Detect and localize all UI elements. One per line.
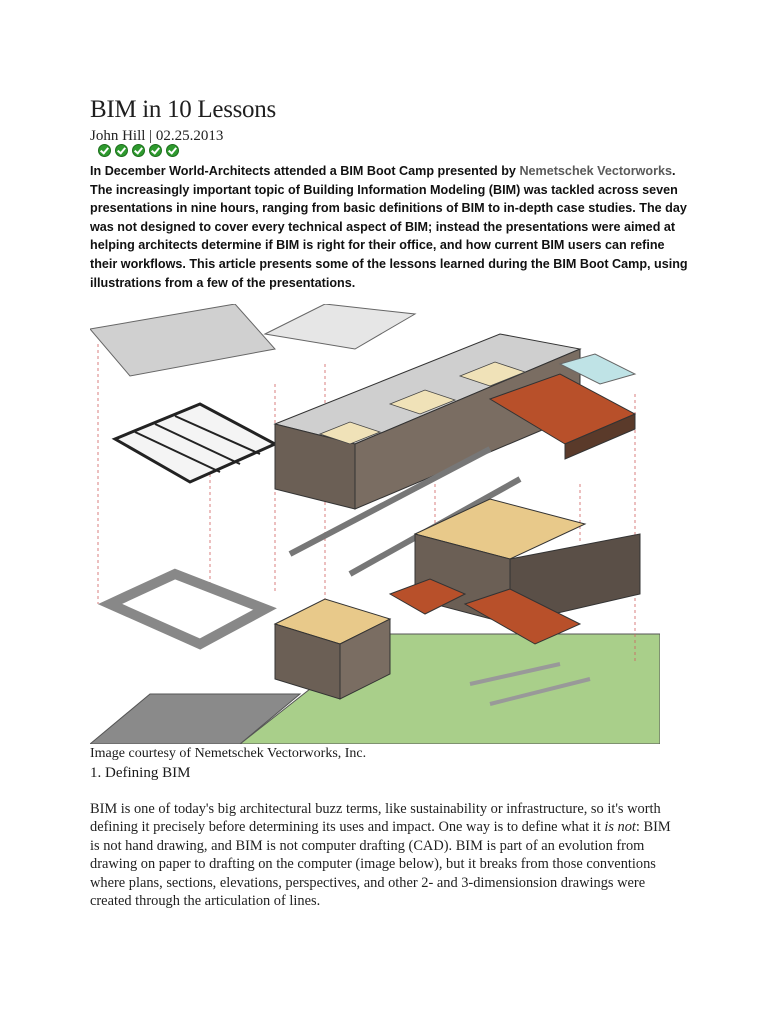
roof-slab bbox=[90, 304, 275, 376]
foundation-wall bbox=[110, 574, 265, 644]
body-text-start: BIM is one of today's big architectural buzz terms, like sustainability or infrastructure, so it's worth defining it precisely before determining its uses and impact. One way is to define what it bbox=[90, 801, 661, 836]
body-emphasis: is not bbox=[604, 819, 636, 836]
section-heading: 1. Defining BIM bbox=[90, 765, 191, 781]
roof-cap bbox=[265, 304, 415, 349]
article-intro bbox=[90, 162, 690, 292]
intro-text-end: . The increasingly important topic of Building Information Modeling (BIM) was tackled across seven presentations in nine hours, ranging from basic definitions of BIM to in-depth case studies. The day was not designed to cover every technical aspect of BIM; instead the presentations were aimed at helping architects determine if BIM is right for their office, and how current BIM users can refine their workflows. This article presents some of the lessons learned during the BIM Boot Camp, using illustrations from a few of the presentations. bbox=[90, 164, 688, 290]
figure-caption: Image courtesy of Nemetschek Vectorworks, Inc. bbox=[90, 746, 367, 761]
article-title: BIM in 10 Lessons bbox=[90, 96, 276, 123]
article-byline: John Hill | 02.25.2013 bbox=[90, 128, 224, 144]
nemetschek-link[interactable]: Nemetschek Vectorworks bbox=[519, 164, 673, 178]
body-text-end: : BIM is not hand drawing, and BIM is not computer drafting (CAD). BIM is part of an evolution from drawing on paper to drafting on the computer (image below), but it breaks from those conventions where plans, sections, elevations, perspectives, and other 2- and 3-dimensionsion drawings were created through the articulation of lines. bbox=[90, 819, 671, 910]
rating-checks bbox=[98, 144, 179, 157]
bim-illustration bbox=[90, 304, 660, 744]
exploded-axonometric-figure bbox=[90, 304, 660, 744]
intro-text-start: In December World-Architects attended a BIM Boot Camp presented by bbox=[90, 164, 520, 178]
section-body bbox=[90, 800, 680, 910]
check-icon bbox=[132, 144, 145, 157]
check-icon bbox=[115, 144, 128, 157]
check-icon bbox=[149, 144, 162, 157]
check-icon bbox=[98, 144, 111, 157]
check-icon bbox=[166, 144, 179, 157]
